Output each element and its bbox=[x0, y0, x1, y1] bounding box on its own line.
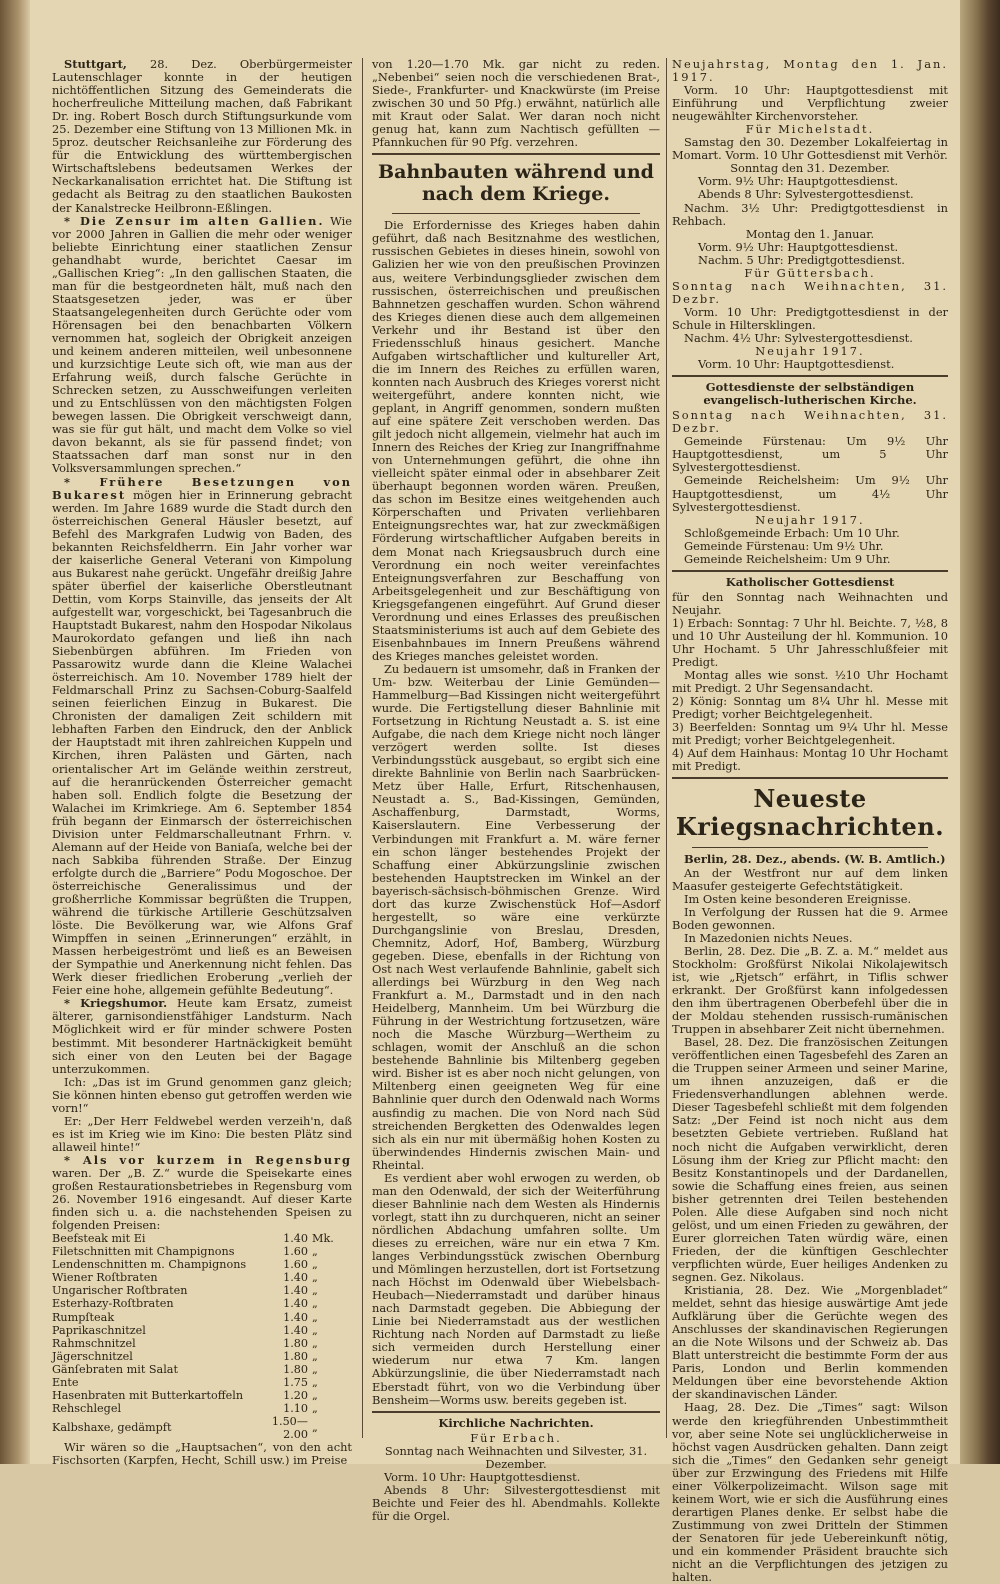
price-row bbox=[52, 1415, 352, 1441]
dish-price: 1.40 bbox=[283, 1323, 308, 1337]
article-text: Heute kam Ersatz, zumeist älterer, garnisondienstfähiger Landsturm. Nach Möglichkeit wird er für minder schwere Posten bestimmt. Mit besonderer Hartnäckigkeit bemüht sich einer von den Leuten bei der Bagage unterzukommen. bbox=[52, 996, 352, 1076]
catholic-2: Montag alles wie sonst. ½10 Uhr Hochamt mit Predigt. 2 Uhr Segensandacht. bbox=[672, 668, 948, 696]
dish-name: Gänſebraten mit Salat bbox=[52, 1362, 178, 1376]
price-row bbox=[52, 1402, 352, 1415]
humor-line-1: Ich: „Das ist im Grund genommen ganz gleich; Sie können hinten ebenso gut getroffen werden wie vorn!“ bbox=[52, 1074, 352, 1115]
guettersbach-2: Vorm. 10 Uhr: Predigtgottesdienst in der Schule in Hiltersklingen. bbox=[672, 304, 948, 332]
news-berlin-2: Berlin, 28. Dez. Die „B. Z. a. M.“ meldet aus Stockholm: Großfürst Nikolai Nikolajewitsch ist, wie „Rjetsch“ erfährt, in Tiflis schwer erkrankt. Der Großfürst kann infolgedessen den ihm übertragenen Oberbefehl über die in der Moldau stehenden russisch-rumänischen Truppen in absehbarer Zeit nicht übernehmen. bbox=[672, 943, 948, 1037]
news-berlin-1a: An der Westfront nur auf dem linken Maasufer gesteigerte Gefechtstätigkeit. bbox=[672, 865, 948, 893]
regensburg-article bbox=[52, 1154, 352, 1232]
price-row bbox=[52, 1232, 352, 1245]
neujahr-heading: Neujahrstag, Montag den 1. Jan. 1917. bbox=[672, 57, 948, 85]
catholic-3: 2) König: Sonntag um 8¼ Uhr hl. Messe mit Predigt; vorher Beichtgelegenheit. bbox=[672, 694, 948, 722]
price-unit: „ bbox=[312, 1284, 318, 1298]
bahn-paragraph-2: Zu bedauern ist umsomehr, daß in Franken der Um- bzw. Weiterbau der Linie Gemünden—Hammelburg—Bad Kissingen nicht weitergeführt wurde. Die Fertigstellung dieser Bahnlinie mit Fortsetzung in Richtung Neustadt a. S. ist eine Aufgabe, die nach dem Kriege nicht noch länger verzögert werden sollte. Ist dieses Verbindungsstück ausgebaut, so ergibt sich eine direkte Bahnlinie von Berlin nach Saarbrücken-Metz über Halle, Erfurt, Ritschenhausen, Neustadt a. S., Bad-Kissingen, Gemünden, Aschaffenburg, Darmstadt, Worms, Kaiserslautern. Eine Verbesserung der Verbindungen mit Frankfurt a. M. wäre ferner ein schon länger bestehendes Projekt der Schaffung einer Abkürzungslinie zwischen bestehenden Hauptstrecken im Winkel an der bayerisch-sächsisch-böhmischen Grenze. Wird dort das kurze Zwischenstück Hof—Asdorf hergestellt, so wäre eine verkürzte Durchgangslinie von Breslau, Dresden, Chemnitz, Adorf, Hof, Bamberg, Würzburg gegeben. Diese, ebenfalls in der Richtung von Ost nach West verlaufende Bahnlinie, gabelt sich allerdings bei Würzburg in den Weg nach Frankfurt a. M., Darmstadt und in den nach Heidelberg, Mannheim. Um bei Würzburg die Führung in der Westrichtung fortzusetzen, wäre noch die Masche Würzburg—Wertheim zu schlagen, womit der Anschluß an die schon bestehende Bahnlinie bis Miltenberg gegeben wird. Bisher ist es aber noch nicht gelungen, von Miltenberg einen geeigneten Weg für eine Bahnlinie quer durch den Odenwald nach Worms ausfindig zu machen. Die von Nord nach Süd streichenden Bergketten des Odenwaldes legen sich als ein nur mit übermäßig hohen Kosten zu überwindendes Hindernis zwischen Main- und Rheintal. bbox=[372, 661, 660, 1172]
price-row bbox=[52, 1337, 352, 1350]
price-row bbox=[52, 1284, 352, 1297]
dish-price: 1.40 bbox=[283, 1232, 308, 1246]
article-lead: * Die Zensur im alten Gallien. bbox=[64, 213, 325, 228]
price-unit: „ bbox=[312, 1323, 318, 1337]
price-unit: „ bbox=[312, 1310, 318, 1324]
price-unit: „ bbox=[312, 1362, 318, 1376]
dish-price: 1.60 bbox=[283, 1245, 308, 1259]
dish-price: 1.75 bbox=[283, 1375, 308, 1389]
zensur-article bbox=[52, 215, 352, 476]
guettersbach-heading: Für Güttersbach. bbox=[744, 265, 876, 280]
divider bbox=[392, 213, 640, 214]
price-unit: „ bbox=[312, 1258, 318, 1272]
dish-name: Ente bbox=[52, 1375, 79, 1389]
article-lead: * Als vor kurzem in Regensburg bbox=[64, 1152, 352, 1167]
michelstadt-4: Abends 8 Uhr: Sylvestergottesdienst. bbox=[698, 187, 914, 202]
price-row bbox=[52, 1389, 352, 1402]
neujahr-text: Vorm. 10 Uhr: Hauptgottesdienst mit Einführung und Verpflichtung zweier neugewählter Kirchenvorsteher. bbox=[672, 83, 948, 124]
price-unit: „ bbox=[312, 1388, 318, 1402]
michelstadt-7: Vorm. 9½ Uhr: Hauptgottesdienst. bbox=[698, 239, 899, 254]
dish-price: 1.40 bbox=[283, 1297, 308, 1311]
divider bbox=[372, 153, 660, 155]
divider bbox=[672, 777, 948, 779]
price-unit: „ bbox=[312, 1271, 318, 1285]
price-unit: „ bbox=[312, 1297, 318, 1311]
divider bbox=[672, 570, 948, 572]
guettersbach-5: Vorm. 10 Uhr: Hauptgottesdienst. bbox=[698, 357, 895, 372]
guettersbach-3: Nachm. 4½ Uhr: Sylvestergottesdienst. bbox=[684, 330, 913, 345]
bahn-paragraph-3: Es verdient aber wohl erwogen zu werden, ob man den Odenwald, der sich der Weiterführung dieser Bahnlinie nach dem Westen als Hindernis vorlegt, statt ihn zu durchqueren, nicht an seiner nördlichen Abdachung umfahren sollte. Um dieses zu erreichen, wäre nur ein etwa 7 Km. langes Verbindungsstück zwischen Obernburg und Mömlingen herzustellen, dort ist Fortsetzung nach Höchst im Odenwald über Wiebelsbach-Heubach—Niederramstadt und darüber hinaus nach Darmstadt gegeben. Die Abbiegung der Linie bei Niederramstadt aus der westlichen Richtung nach Norden auf Darmstadt zu ließe sich vermeiden durch Herstellung einer wiederum nur etwa 7 Km. langen Abkürzungslinie, die über Niederramstadt nach Eberstadt führt, von wo die Verbindung über Bensheim—Worms usw. bereits gegeben ist. bbox=[372, 1170, 660, 1407]
price-table bbox=[52, 1232, 352, 1441]
price-unit: „ bbox=[312, 1336, 318, 1350]
dish-name: Esterhazy-Roſtbraten bbox=[52, 1297, 174, 1311]
dish-price: 1.80 bbox=[283, 1336, 308, 1350]
article-lead: * Frühere Besetzungen von Bukarest bbox=[52, 474, 352, 502]
article-text: waren. Der „B. Z.“ wurde die Speisekarte eines großen Restaurationsbetriebes in Regensburg vom 26. November 1916 eingesandt. Auf dieser Karte finden sich u. a. die nachstehenden Speisen zu folgenden Preisen: bbox=[52, 1165, 352, 1233]
dish-price: 1.20 bbox=[283, 1388, 308, 1402]
dish-price: 1.40 bbox=[283, 1284, 308, 1298]
dish-price: 1.80 bbox=[283, 1362, 308, 1376]
price-row bbox=[52, 1324, 352, 1337]
lutheran-2: Gemeinde Fürstenau: Um 9½ Uhr Hauptgottesdienst, um 5 Uhr Sylvestergottesdienst. bbox=[672, 434, 948, 475]
divider bbox=[672, 375, 948, 377]
article-text: mögen hier in Erinnerung gebracht werden. Im Jahre 1689 wurde die Stadt durch den österreichischen General Häusler besetzt, auf Befehl des Markgrafen Ludwig von Baden, des bekannten Reichsfeldherrn. Ein Jahr vorher war der kaiserliche General Veterani von Kimpolung aus Bukarest nahe gerückt. Ungefähr dreißig Jahre später überfiel der kaiserliche Oberstleutnant Dettin, vom Korps Stainville, das jenseits der Alt aufgestellt war, vorgeschickt, bei Tagesanbruch die Hauptstadt Bukarest, nahm den Hospodar Nikolaus Maurokordato gefangen und ließ ihn nach Siebenbürgen abführen. Im Frieden von Passarowitz wurde dann die Kleine Walachei österreichisch. Am 10. November 1789 hielt der Feldmarschall Prinz zu Sachsen-Coburg-Saalfeld seinen feierlichen Einzug in Bukarest. Die Chronisten der damaligen Zeit schildern mit lebhaften Farben den Eindruck, den der Anblick der Hauptstadt mit ihren zahlreichen Kuppeln und Kirchen, ihren Palästen und Gärten, nach orientalischer Art im Gelände weithin zerstreut, auf die heranrückenden Österreicher gemacht haben soll. Endlich folgte die Besetzung der Walachei im Krimkriege. Am 6. September 1854 früh begann der Einmarsch der österreichischen Division unter Feldmarschalleutnant Frhrn. v. Alemann auf der Heide von Baniaſa, welche bei der nach Sabkiba führenden Straße. Der Einzug erfolgte durch die „Barriere“ Podu Mogoschoe. Der österreichische Generalissimus und der großherrliche Kommissar begrüßten die Truppen, während die türkische Artillerie Geschützsalven löste. Die Bevölkerung war, wie Alfons Graf Wimpffen in seinen „Erinnerungen“ erzählt, in Massen herbeigeströmt und ließ es an Beweisen der Sympathie und Anerkennung nicht fehlen. Das Werk dieser friedlichen Eroberung „verlieh der Feier eine hohe, allgemein gefühlte Bedeutung“. bbox=[52, 487, 353, 998]
price-row bbox=[52, 1297, 352, 1310]
church-news-title: Kirchliche Nachrichten. bbox=[438, 1415, 594, 1430]
dish-price: 1.40 bbox=[283, 1310, 308, 1324]
catholic-4: 3) Beerfelden: Sonntag um 9¼ Uhr hl. Messe mit Predigt; vorher Beichtgelegenheit. bbox=[672, 720, 948, 748]
michelstadt-8: Nachm. 5 Uhr: Predigtgottesdienst. bbox=[698, 252, 905, 267]
catholic-1: 1) Erbach: Sonntag: 7 Uhr hl. Beichte. 7, ½8, 8 und 10 Uhr Austeilung der hl. Kommunion. 10 Uhr Hochamt. 5 Uhr Jahresschlußfeier mit Predigt. bbox=[672, 615, 948, 670]
dish-name: Kalbshaxe, gedämpft bbox=[52, 1421, 172, 1435]
stuttgart-article bbox=[52, 58, 352, 215]
price-unit: „ bbox=[312, 1349, 318, 1363]
guettersbach-1: Sonntag nach Weihnachten, 31. Dezbr. bbox=[672, 278, 948, 306]
dish-price: 1.50—2.00 bbox=[271, 1414, 308, 1441]
price-row bbox=[52, 1271, 352, 1284]
lutheran-title: Gottesdienste der selbständigen evangelisch-lutherischen Kirche. bbox=[703, 380, 917, 408]
lutheran-6: Gemeinde Fürstenau: Um 9½ Uhr. bbox=[684, 538, 884, 553]
news-haag: Haag, 28. Dez. Die „Times“ sagt: Wilson werde den kriegführenden Unbestimmtheit vor, aber seine Note sei unglücklicherweise in höchst vagen Ausdrücken gehalten. Dann zeigt sich die „Times“ den Gedanken sehr geneigt über zur Erzwingung des Friedens mit Hilfe einer Völkerpolizeimacht. Wilson sage mit keinem Wort, wie er sich die Ausführung eines derartigen Planes denke. Er selbst habe die Zustimmung von zwei Dritteln der Stimmen der Senatoren für jede Uebereinkunft nötig, und ein kommender Präsident brauchte sich nicht an die Verpflichtungen des jetzigen zu halten. bbox=[672, 1400, 948, 1584]
news-berlin-1: Berlin, 28. Dez., abends. (W. B. Amtlich.) bbox=[684, 852, 946, 867]
page-edge bbox=[960, 0, 1000, 1464]
price-unit: „ bbox=[312, 1401, 318, 1415]
dish-name: Beefsteak mit Ei bbox=[52, 1232, 146, 1246]
price-unit: „ bbox=[312, 1375, 318, 1389]
price-row bbox=[52, 1311, 352, 1324]
news-berlin-1c: In Verfolgung der Russen hat die 9. Armee Boden gewonnen. bbox=[672, 904, 948, 932]
catholic-0: für den Sonntag nach Weihnachten und Neujahr. bbox=[672, 589, 948, 617]
dish-name: Wiener Roſtbraten bbox=[52, 1271, 158, 1285]
humor-article bbox=[52, 997, 352, 1075]
divider bbox=[692, 847, 928, 848]
dish-price: 1.60 bbox=[283, 1258, 308, 1272]
column-3 bbox=[672, 57, 948, 1584]
news-basel: Basel, 28. Dez. Die französischen Zeitungen veröffentlichen einen Tagesbefehl des Zaren an die Truppen seiner Armeen und seiner Marine, um ihnen anzuzeigen, daß er die Friedensverhandlungen ablehnen werde. Dieser Tagesbefehl schließt mit dem folgenden Satz: „Der Feind ist noch nicht aus dem besetzten Gebiete vertrieben. Rußland hat noch nicht die Aufgaben verwirklicht, deren Lösung ihm der Krieg zur Pflicht macht: den Besitz Konstantinopels und der Dardanellen, sowie die Schaffung eines freien, aus seinen bisher getrennten drei Teilen bestehenden Polen. Alle diese Aufgaben sind noch nicht gelöst, und um einen Frieden zu gewähren, der Eurer glorreichen Taten würdig wäre, einen Frieden, der die künftigen Geschlechter verpflichten würde, Euer heiliges Andenken zu segnen. Gez. Nikolaus. bbox=[672, 1035, 948, 1284]
headline-bahnbauten: Bahnbauten während und nach dem Kriege. bbox=[378, 161, 654, 206]
lutheran-1: Sonntag nach Weihnachten, 31. Dezbr. bbox=[672, 408, 948, 436]
news-berlin-1b: Im Osten keine besonderen Ereignisse. bbox=[684, 891, 912, 906]
church-line-3: Abends 8 Uhr: Silvestergottesdienst mit Beichte und Feier des hl. Abendmahls. Kollekte für die Orgel. bbox=[372, 1482, 660, 1523]
price-unit: „ bbox=[312, 1421, 318, 1435]
dish-name: Jägerschnitzel bbox=[52, 1349, 133, 1363]
lutheran-3: Gemeinde Reichelsheim: Um 9½ Uhr Hauptgottesdienst, um 4½ Uhr Sylvestergottesdienst. bbox=[672, 473, 948, 514]
news-berlin-1d: In Mazedonien nichts Neues. bbox=[684, 930, 853, 945]
dish-price: 1.10 bbox=[283, 1401, 308, 1415]
lutheran-7: Gemeinde Reichelsheim: Um 9 Uhr. bbox=[684, 551, 891, 566]
michelstadt-6: Montag den 1. Januar. bbox=[745, 226, 875, 241]
bahn-paragraph-1: Die Erfordernisse des Krieges haben dahin geführt, daß nach Besitznahme des westlichen, russischen Gebietes in dieses hinein, sowohl von Galizien her wie von den preußischen Provinzen aus, weitere Verbindungsglieder zwischen dem russischen, österreichischen und preußischen Bahnnetzen geschaffen wurden. Schon während des Krieges dienen diese auch dem allgemeinen Verkehr und ihr Bestand ist über den Friedensschluß hinaus gesichert. Manche Aufgaben wirtschaftlicher und kultureller Art, die im Innern des Reiches zu erfüllen waren, konnten nach Ausbruch des Krieges vorerst nicht weitergeführt, andere konnten nicht, wie geplant, in Angriff genommen, sondern mußten auf eine spätere Zeit verschoben werden. Das gilt jedoch nicht allgemein, vielmehr hat auch im Innern des Reiches der Krieg zur Inangriffnahme von Unternehmungen geführt, die ohne ihn vielleicht später einmal oder in absehbarer Zeit überhaupt begonnen worden wären. Preußen, das schon im Besitze eines weitgehenden auch Körperschaften und Privaten verliehbaren Enteignungsrechtes war, hat zur zweckmäßigen Förderung wirtschaftlicher Aufgaben bereits in dem Monat nach Kriegsausbruch durch eine Verordnung ein noch weiter vereinfachtes Enteignungsverfahren zur Beschaffung von Arbeitsgelegenheit und zur Beschäftigung von Kriegsgefangenen eingeführt. Auf Grund dieser Verordnung und eines Erlasses des preußischen Staatsministeriums ist auch auf dem Gebiete des Eisenbahnbaues im Innern Preußens während des Krieges manches geleistet worden. bbox=[372, 218, 660, 663]
price-row bbox=[52, 1363, 352, 1376]
dish-name: Filetschnitten mit Champignons bbox=[52, 1245, 235, 1259]
dish-name: Lendenschnitten m. Champignons bbox=[52, 1258, 247, 1272]
dish-name: Hasenbraten mit Butterkartoffeln bbox=[52, 1388, 244, 1402]
dish-name: Rumpſteak bbox=[52, 1310, 115, 1324]
dish-price: 1.40 bbox=[283, 1271, 308, 1285]
catholic-5: 4) Auf dem Hainhaus: Montag 10 Uhr Hochamt mit Predigt. bbox=[672, 746, 948, 774]
news-kristiania: Kristiania, 28. Dez. Wie „Morgenbladet“ meldet, sehnt das hiesige auswärtige Amt jede Aufklärung über die Gerüchte wegen des Anschlusses der skandinavischen Regierungen an die Note Wilsons und der Schweiz ab. Das Blatt unterstreicht die bestimmte Form der aus Paris, London und Berlin kommenden Meldungen über eine bevorstehende Aktion der skandinavischen Länder. bbox=[672, 1283, 948, 1402]
column-2 bbox=[372, 57, 660, 1523]
bukarest-article bbox=[52, 476, 352, 998]
article-text: 28. Dez. Oberbürgermeister Lautenschlager konnte in der heutigen nichtöffentlichen Sitzung des Gemeinderats die hocherfreuliche Mitteilung machen, daß Fabrikant Dr. ing. Robert Bosch durch Stiftungsurkunde vom 25. Dezember eine Stiftung von 13 Millionen Mk. in 5proz. deutscher Reichsanleihe zur Förderung des für die Entwicklung des württembergischen Wirtschaftslebens bedeutsamen Werkes der Neckarkanalisation errichtet hat. Die Stiftung ist gedacht als Beitrag zu den staatlichen Baukosten der Kanalstrecke Heilbronn-Eßlingen. bbox=[52, 57, 353, 215]
catholic-title: Katholischer Gottesdienst bbox=[725, 574, 895, 589]
menu-continuation: von 1.20—1.70 Mk. gar nicht zu reden. „Nebenbei“ seien noch die verschiedenen Brat-, Siede-, Frankfurter- und Knackwürste (im Preise zwischen 30 und 50 Pfg.) erwähnt, natürlich alle mit Kraut oder Salat. Wer daran noch nicht genug hat, kann zum Nachtisch gefüllten — Pfannkuchen für 90 Pfg. verzehren. bbox=[372, 57, 660, 150]
dish-price: 1.80 bbox=[283, 1349, 308, 1363]
church-line-2: Vorm. 10 Uhr: Hauptgottesdienst. bbox=[384, 1469, 581, 1484]
michelstadt-3: Vorm. 9½ Uhr: Hauptgottesdienst. bbox=[698, 174, 899, 189]
book-spine bbox=[0, 0, 30, 1464]
guettersbach-4: Neujahr 1917. bbox=[755, 344, 865, 359]
price-row bbox=[52, 1376, 352, 1389]
michelstadt-5: Nachm. 3½ Uhr: Predigtgottesdienst in Rehbach. bbox=[672, 200, 948, 228]
michelstadt-1: Samstag den 30. Dezember Lokalfeiertag in Momart. Vorm. 10 Uhr Gottesdienst mit Verhör. bbox=[672, 135, 948, 163]
dish-name: Ungarischer Roſtbraten bbox=[52, 1284, 188, 1298]
church-line-1: Sonntag nach Weihnachten und Silvester, 31. Dezember. bbox=[384, 1443, 648, 1471]
price-row bbox=[52, 1350, 352, 1363]
church-erbach: Für Erbach. bbox=[470, 1430, 562, 1445]
price-row bbox=[52, 1245, 352, 1258]
lutheran-5: Schloßgemeinde Erbach: Um 10 Uhr. bbox=[684, 525, 900, 540]
dish-name: Rahmschnitzel bbox=[52, 1336, 136, 1350]
dateline: Stuttgart, bbox=[64, 57, 127, 71]
dish-name: Rehschlegel bbox=[52, 1401, 122, 1415]
michelstadt-heading: Für Michelstadt. bbox=[745, 122, 875, 137]
column-rule-2 bbox=[666, 58, 667, 1438]
dish-name: Paprikaschnitzel bbox=[52, 1323, 146, 1337]
divider bbox=[372, 1411, 660, 1413]
column-rule-1 bbox=[362, 58, 363, 1438]
humor-line-2: Er: „Der Herr Feldwebel werden verzeih'n, daß es ist im Krieg wie im Kino: Die besten Plätz sind allaweil hinte!“ bbox=[52, 1113, 352, 1154]
price-row bbox=[52, 1258, 352, 1271]
article-lead: * Kriegshumor. bbox=[64, 996, 168, 1011]
michelstadt-2: Sonntag den 31. Dezember. bbox=[730, 161, 890, 176]
news-headline: Neueste Kriegsnachrichten. bbox=[675, 784, 945, 842]
price-unit: „ bbox=[312, 1245, 318, 1259]
regensburg-tail: Wir wären so die „Hauptsachen“, von den acht Fischsorten (Karpfen, Hecht, Schill usw.) im Preise bbox=[52, 1439, 352, 1468]
price-unit: Mk. bbox=[312, 1232, 334, 1246]
article-text: Wie vor 2000 Jahren in Gallien die mehr oder weniger beliebte Einrichtung einer staatlichen Zensur gehandhabt wurde, berichtet Caesar im „Gallischen Krieg“: „In den gallischen Staaten, die man für die bestgeordneten hält, muß nach den Staatsgesetzen jeder, was er über Staatsangelegenheiten durch Gerüchte oder vom Hörensagen bei den benachbarten Völkern vernommen hat, sogleich der Obrigkeit anzeigen und keinem anderen mitteilen, weil unbesonnene und kurzsichtige Leute sich oft, wie man aus der Erfahrung weiß, durch falsche Gerüchte in Schrecken setzen, zu Ausschweifungen verleiten und zu Entschlüssen von den mächtigsten Folgen bewegen lassen. Die Obrigkeit verschweigt dann, was sie für gut hält, und macht dem Volke so viel davon bekannt, als sie für passend findet; von Staatssachen darf man sonst nur in den Volksversammlungen sprechen.“ bbox=[52, 213, 352, 476]
lutheran-4: Neujahr 1917. bbox=[755, 512, 865, 527]
column-1 bbox=[52, 57, 353, 1468]
